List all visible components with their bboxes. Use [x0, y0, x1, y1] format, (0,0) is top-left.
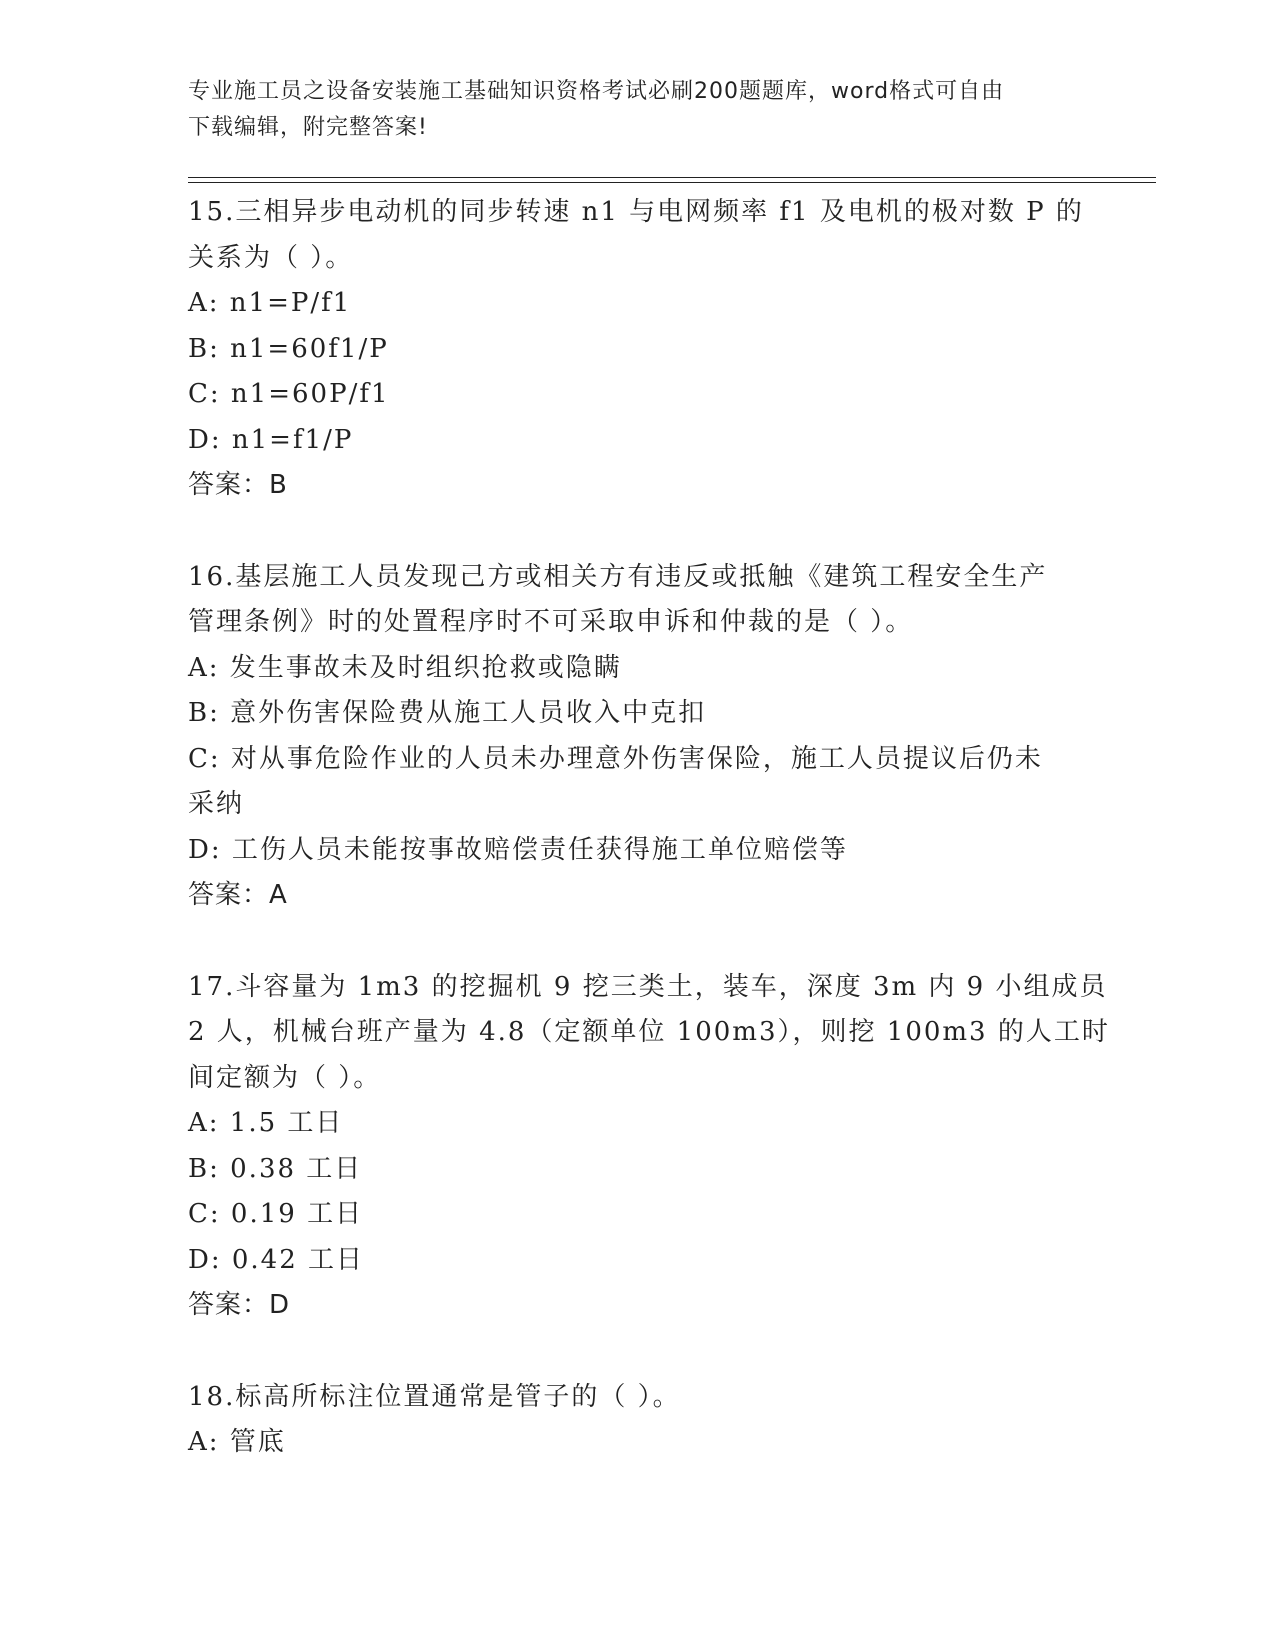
option-d: D: 0.42 工日	[188, 1244, 365, 1275]
question-stem-line: 18.标高所标注位置通常是管子的（ ）。	[188, 1381, 681, 1412]
option-c: C: 0.19 工日	[188, 1199, 364, 1229]
option-c: C: 对从事危险作业的人员未办理意外伤害保险，施工人员提议后仍未	[188, 743, 1043, 774]
question-stem-line: 15.三相异步电动机的同步转速 n1 与电网频率 f1 及电机的极对数 P 的	[188, 197, 1084, 227]
header-line-2: 下载编辑，附完整答案!	[188, 115, 428, 140]
header-divider-top	[188, 177, 1156, 178]
option-b: B: 0.38 工日	[188, 1153, 363, 1184]
option-d: D: 工伤人员未能按事故赔偿责任获得施工单位赔偿等	[188, 834, 848, 865]
question-stem-line: 17.斗容量为 1m3 的挖掘机 9 挖三类土，装车，深度 3m 内 9 小组成员	[188, 971, 1108, 1002]
option-b: B: n1=60f1/P	[188, 333, 389, 364]
option-c-continued: 采纳	[188, 789, 245, 819]
option-b: B: 意外伤害保险费从施工人员收入中克扣	[188, 698, 707, 728]
header-divider-bottom	[188, 182, 1156, 183]
question-list	[188, 190, 1110, 1466]
question-stem-line: 管理条例》时的处置程序时不可采取申诉和仲裁的是（ ）。	[188, 607, 914, 637]
spacer	[188, 1329, 1088, 1375]
question-17	[188, 965, 1110, 1329]
question-stem-line: 间定额为（ ）。	[188, 1062, 382, 1093]
option-a: A: n1=P/f1	[188, 288, 352, 318]
option-d: D: n1=f1/P	[188, 424, 354, 455]
answer: 答案：A	[188, 880, 288, 910]
option-a: A: 发生事故未及时组织抢救或隐瞒	[188, 652, 622, 683]
spacer	[188, 509, 1088, 555]
answer: 答案：B	[188, 470, 288, 500]
question-18	[188, 1375, 1088, 1466]
question-stem-line: 16.基层施工人员发现己方或相关方有违反或抵触《建筑工程安全生产	[188, 561, 1048, 592]
answer: 答案：D	[188, 1290, 291, 1320]
header-line-1: 专业施工员之设备安装施工基础知识资格考试必刷200题题库，word格式可自由	[188, 79, 1005, 104]
question-16	[188, 555, 1088, 919]
question-stem-line: 关系为（ ）。	[188, 242, 354, 273]
option-a: A: 1.5 工日	[188, 1108, 344, 1138]
question-stem-line: 2 人，机械台班产量为 4.8（定额单位 100m3），则挖 100m3 的人工时	[188, 1017, 1110, 1047]
option-c: C: n1=60P/f1	[188, 379, 390, 409]
option-a: A: 管底	[188, 1427, 286, 1457]
question-15	[188, 190, 1088, 509]
spacer	[188, 919, 1088, 965]
document-header	[188, 74, 1088, 146]
